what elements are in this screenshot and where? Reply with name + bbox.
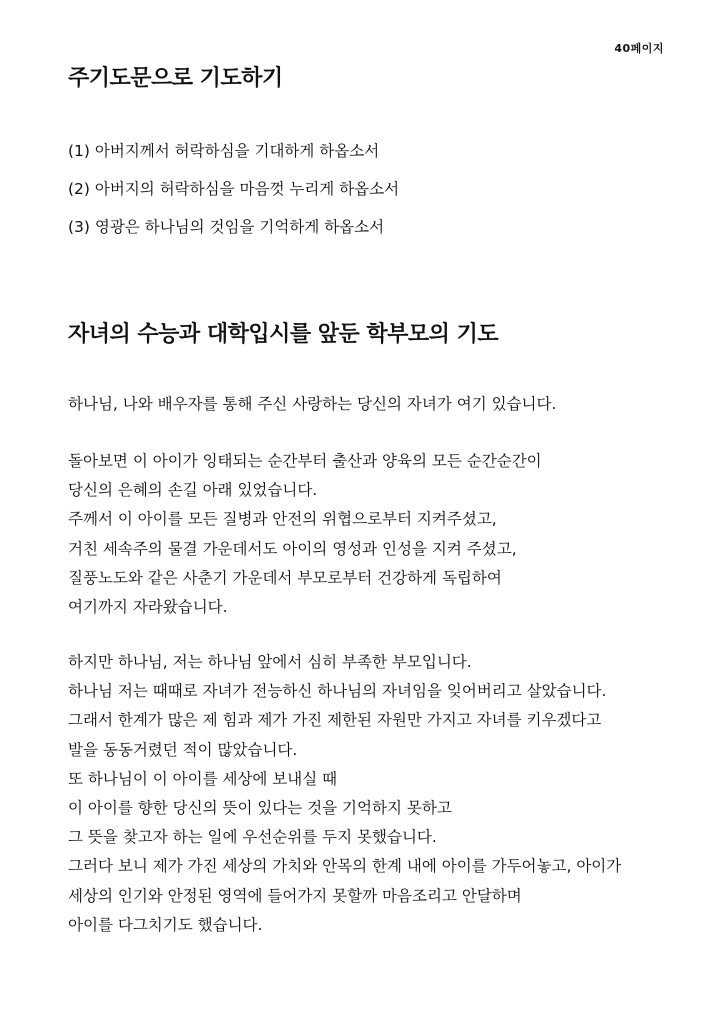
paragraph-line: 하지만 하나님, 저는 하나님 앞에서 심히 부족한 부모입니다. bbox=[68, 653, 472, 671]
paragraph-line: 여기까지 자라왔습니다. bbox=[68, 598, 228, 617]
paragraph-line: 하나님, 나와 배우자를 통해 주신 사랑하는 당신의 자녀가 여기 있습니다. bbox=[68, 395, 557, 413]
paragraph-line: 거친 세속주의 물결 가운데서도 아이의 영성과 인성을 지켜 주셨고, bbox=[68, 539, 517, 558]
paragraph-line: 주께서 이 아이를 모든 질병과 안전의 위협으로부터 지켜주셨고, bbox=[68, 510, 497, 529]
paragraph-line: 그 뜻을 찾고자 하는 일에 우선순위를 두지 못했습니다. bbox=[68, 828, 437, 847]
paragraph-opening bbox=[68, 390, 556, 419]
prayer-item: (1) 아버지께서 허락하심을 기대하게 하옵소서 bbox=[68, 142, 380, 160]
paragraph-line: 질풍노도와 같은 사춘기 가운데서 부모로부터 건강하게 독립하여 bbox=[68, 568, 502, 587]
paragraph-line: 아이를 다그치기도 했습니다. bbox=[68, 915, 263, 934]
paragraph-line: 또 하나님이 이 아이를 세상에 보내실 때 bbox=[68, 769, 338, 788]
paragraph-confession bbox=[68, 648, 621, 940]
paragraph-line: 이 아이를 향한 당신의 뜻이 있다는 것을 기억하지 못하고 bbox=[68, 799, 452, 818]
paragraph-gratitude bbox=[68, 447, 542, 622]
prayer-item: (3) 영광은 하나님의 것임을 기억하게 하옵소서 bbox=[68, 218, 385, 236]
section-title-lords-prayer: 주기도문으로 기도하기 bbox=[68, 66, 283, 91]
prayer-item: (2) 아버지의 허락하심을 마음껏 누리게 하옵소서 bbox=[68, 180, 400, 198]
paragraph-line: 발을 동동거렸던 적이 많았습니다. bbox=[68, 740, 298, 759]
prayer-item-list bbox=[68, 132, 399, 246]
paragraph-line: 당신의 은혜의 손길 아래 있었습니다. bbox=[68, 481, 318, 500]
paragraph-line: 그러다 보니 제가 가진 세상의 가치와 안목의 한계 내에 아이를 가두어놓고, 아이가 bbox=[68, 857, 622, 876]
page-number: 40페이지 bbox=[614, 42, 664, 55]
paragraph-line: 세상의 인기와 안정된 영역에 들어가지 못할까 마음조리고 안달하며 bbox=[68, 886, 522, 905]
paragraph-line: 그래서 한계가 많은 제 힘과 제가 가진 제한된 자원만 가지고 자녀를 키우겠다고 bbox=[68, 711, 602, 730]
section-title-parents-prayer: 자녀의 수능과 대학입시를 앞둔 학부모의 기도 bbox=[68, 322, 499, 347]
paragraph-line: 하나님 저는 때때로 자녀가 전능하신 하나님의 자녀임을 잊어버리고 살았습니다. bbox=[68, 682, 607, 701]
paragraph-line: 돌아보면 이 아이가 잉태되는 순간부터 출산과 양육의 모든 순간순간이 bbox=[68, 452, 542, 470]
